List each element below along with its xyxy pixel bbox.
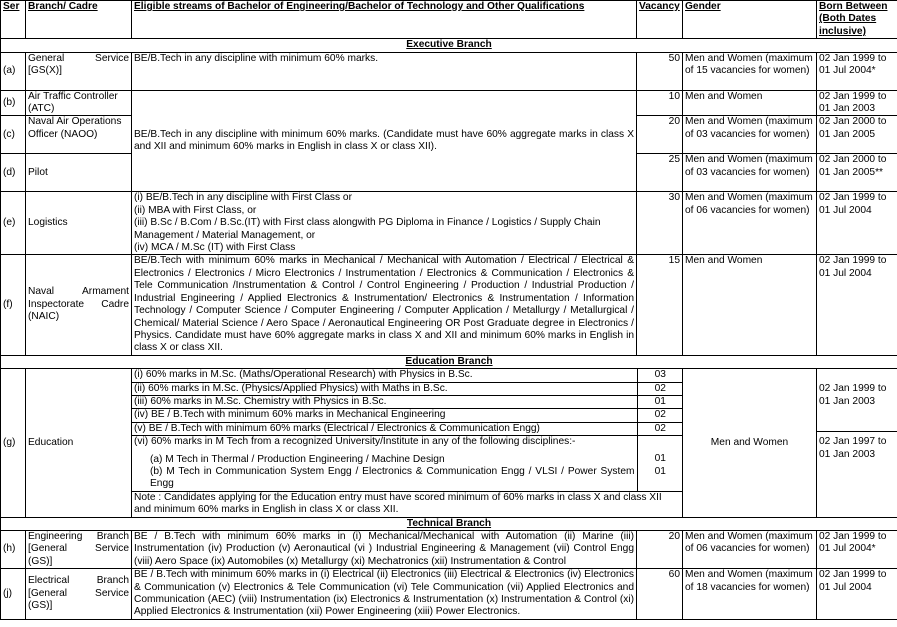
header-vacancy: Vacancy bbox=[637, 1, 683, 39]
born-range-2: 02 Jan 1997 to 01 Jan 2003 bbox=[819, 436, 887, 460]
section-row bbox=[1, 355, 897, 368]
vacancy-cell: 30 bbox=[637, 192, 683, 255]
list-item: (iv) MCA / M.Sc (IT) with First Class bbox=[134, 242, 296, 254]
vacancy-cell: 02 bbox=[637, 422, 683, 435]
ser-cell: (e) bbox=[1, 192, 26, 255]
born-cell: 02 Jan 1999 to 01 Jul 2004* bbox=[817, 52, 897, 90]
header-branch: Branch/ Cadre bbox=[26, 1, 132, 39]
header-streams: Eligible streams of Bachelor of Engineering/Bachelor of Technology and Other Qualifications bbox=[132, 1, 637, 39]
section-education: Education Branch bbox=[1, 355, 897, 368]
vacancy-value: 01 bbox=[654, 453, 666, 465]
table-row bbox=[1, 52, 897, 90]
streams-cell: BE / B.Tech with minimum 60% marks in (i) Mechanical/Mechanical with Automation (ii) Marine (iii) Instrumentation (iv) Production (v) Aeronautical (vi ) Industrial Engineering & Management (vii) Control Engg (viii) Aero Space (ix) Automobiles (x) Metallurgy (xi) Mechatronics (xii) Instrumentation & Control bbox=[132, 531, 637, 569]
ser-cell: (b) bbox=[1, 90, 26, 116]
born-cell: 02 Jan 2000 to 01 Jan 2005 bbox=[817, 116, 897, 154]
table-row bbox=[1, 569, 897, 620]
born-range-1: 02 Jan 1999 to 01 Jan 2003 bbox=[817, 369, 897, 432]
section-row bbox=[1, 39, 897, 52]
table-row bbox=[1, 531, 897, 569]
list-item: (i) BE/B.Tech in any discipline with First Class or bbox=[134, 192, 352, 204]
vacancy-cell: 02 bbox=[637, 409, 683, 422]
born-cell: 02 Jan 2000 to 01 Jan 2005** bbox=[817, 154, 897, 192]
vacancy-cell: 03 bbox=[637, 369, 683, 382]
streams-cell: BE/B.Tech with minimum 60% marks in Mechanical / Mechanical with Automation / Electrical / Electrical & Electronics / Electronics / Micro Electronics / Instrumentation / Electronics & Communication / Electronics & Tele Communication /Instrumentation & Control / Control Engineering / Production / Industrial Production / Industrial Engineering / Applied Electronics & Instrumentation/ Electronics & Instrumentation / Information Technology / Computer Science / Computer Engineering / Computer Application / Metallurgy / Metallurgical / Chemical/ Material Science / Aero Space / Aeronautical Engineering OR Post Graduate degree in Electronics / Physics. Candidate must have 60% aggregate marks in class X and XII and minimum 60% marks in English in class X or class XII. bbox=[132, 255, 637, 355]
vacancy-cell: 50 bbox=[637, 52, 683, 90]
branch-cell: General Service [GS(X)] bbox=[26, 52, 132, 90]
education-details bbox=[132, 369, 683, 517]
vacancy-cell: 60 bbox=[637, 569, 683, 620]
born-cell: 02 Jan 1999 to 01 Jul 2004 bbox=[817, 192, 897, 255]
education-note: Note : Candidates applying for the Education entry must have scored minimum of 60% marks in class X and class XII and minimum 60% marks in English in class X or class XII. bbox=[134, 491, 662, 516]
vacancy-cell: 15 bbox=[637, 255, 683, 355]
list-item: (v) BE / B.Tech with minimum 60% marks (Electrical / Electronics & Communication Engg) bbox=[132, 422, 637, 435]
header-ser: Ser bbox=[1, 1, 26, 39]
section-row bbox=[1, 517, 897, 530]
section-technical: Technical Branch bbox=[1, 517, 897, 530]
born-cell: 02 Jan 1999 to 01 Jul 2004 bbox=[817, 569, 897, 620]
ser-cell: (a) bbox=[1, 52, 26, 90]
vacancy-cell: 10 bbox=[637, 90, 683, 116]
header-born: Born Between (Both Dates inclusive) bbox=[817, 1, 897, 39]
vi-title: (vi) 60% marks in M Tech from a recognized University/Institute in any of the following disciplines:- bbox=[134, 436, 576, 448]
gender-cell: Men and Women (maximum of 03 vacancies for women) bbox=[683, 116, 817, 154]
born-cell: 02 Jan 1999 to 01 Jul 2004 bbox=[817, 255, 897, 355]
branch-cell: Electrical Branch [General Service (GS)] bbox=[26, 569, 132, 620]
branch-cell: Naval Air Operations Officer (NAOO) bbox=[26, 116, 132, 154]
branch-cell: Naval Armament Inspectorate Cadre (NAIC) bbox=[26, 255, 132, 355]
table-row bbox=[1, 192, 897, 255]
born-cell bbox=[817, 369, 897, 517]
streams-cell: BE/B.Tech in any discipline with minimum 60% marks. (Candidate must have 60% aggregate marks in class X and XII and minimum 60% marks in English in class X or class XII). bbox=[132, 90, 637, 192]
gender-cell: Men and Women bbox=[683, 90, 817, 116]
vacancy-cell bbox=[637, 436, 683, 492]
gender-cell: Men and Women (maximum of 18 vacancies for women) bbox=[683, 569, 817, 620]
streams-cell: BE / B.Tech with minimum 60% marks in (i) Electrical (ii) Electronics (iii) Electrical & Electronics (iv) Electronics & Communication (v) Electronics & Tele Communication (vi) Tele Communication (vii) Applied Electronics and Communication (AEC) (viii) Instrumentation (ix) Electronics & Instrumentation (x) Instrumentation & Control (xi) Applied Electronics & Instrumentation (xii) Power Engineering (xiii) Power Electronics. bbox=[132, 569, 637, 620]
ser-cell: (j) bbox=[1, 569, 26, 620]
list-item: (i) 60% marks in M.Sc. (Maths/Operational Research) with Physics in B.Sc. bbox=[132, 369, 637, 382]
education-subtable bbox=[132, 369, 683, 516]
table-row bbox=[1, 255, 897, 355]
vacancy-value: 01 bbox=[654, 465, 666, 477]
ser-cell: (c) bbox=[1, 116, 26, 154]
table-row bbox=[1, 90, 897, 116]
table-row bbox=[1, 369, 897, 517]
vacancy-cell: 01 bbox=[637, 395, 683, 408]
vacancy-cell: 25 bbox=[637, 154, 683, 192]
ser-cell: (h) bbox=[1, 531, 26, 569]
header-row bbox=[1, 1, 897, 39]
gender-cell: Men and Women (maximum of 15 vacancies for women) bbox=[683, 52, 817, 90]
vacancy-cell: 20 bbox=[637, 116, 683, 154]
gender-cell: Men and Women bbox=[683, 369, 817, 517]
branch-cell: Education bbox=[26, 369, 132, 517]
born-cell: 02 Jan 1999 to 01 Jan 2003 bbox=[817, 90, 897, 116]
list-item: (iii) B.Sc / B.Com / B.Sc.(IT) with First class alongwith PG Diploma in Finance / Logistics / Supply Chain Management / Material Management, or bbox=[134, 217, 601, 241]
branch-cell: Air Traffic Controller (ATC) bbox=[26, 90, 132, 116]
header-gender: Gender bbox=[683, 1, 817, 39]
gender-cell: Men and Women bbox=[683, 255, 817, 355]
list-item: (ii) MBA with First Class, or bbox=[134, 204, 257, 216]
list-item: (ii) 60% marks in M.Sc. (Physics/Applied Physics) with Maths in B.Sc. bbox=[132, 382, 637, 395]
vacancy-cell: 02 bbox=[637, 382, 683, 395]
ser-cell: (d) bbox=[1, 154, 26, 192]
streams-cell: BE/B.Tech in any discipline with minimum 60% marks. bbox=[132, 52, 637, 90]
list-item bbox=[132, 436, 637, 492]
ser-cell: (g) bbox=[1, 369, 26, 517]
ser-cell: (f) bbox=[1, 255, 26, 355]
gender-cell: Men and Women (maximum of 06 vacancies for women) bbox=[683, 531, 817, 569]
list-item: (iii) 60% marks in M.Sc. Chemistry with Physics in B.Sc. bbox=[132, 395, 637, 408]
branch-cell: Logistics bbox=[26, 192, 132, 255]
section-executive: Executive Branch bbox=[1, 39, 897, 52]
streams-cell bbox=[132, 192, 637, 255]
gender-cell: Men and Women (maximum of 06 vacancies for women) bbox=[683, 192, 817, 255]
born-cell: 02 Jan 1999 to 01 Jul 2004* bbox=[817, 531, 897, 569]
vi-b: (b) M Tech in Communication System Engg / Electronics & Communication Engg / VLSI / Power System Engg bbox=[150, 465, 635, 490]
gender-cell: Men and Women (maximum of 03 vacancies for women) bbox=[683, 154, 817, 192]
branch-cell: Pilot bbox=[26, 154, 132, 192]
vi-a: (a) M Tech in Thermal / Production Engineering / Machine Design bbox=[150, 453, 445, 465]
branch-cell: Engineering Branch [General Service (GS)] bbox=[26, 531, 132, 569]
list-item: (iv) BE / B.Tech with minimum 60% marks in Mechanical Engineering bbox=[132, 409, 637, 422]
vacancy-cell: 20 bbox=[637, 531, 683, 569]
